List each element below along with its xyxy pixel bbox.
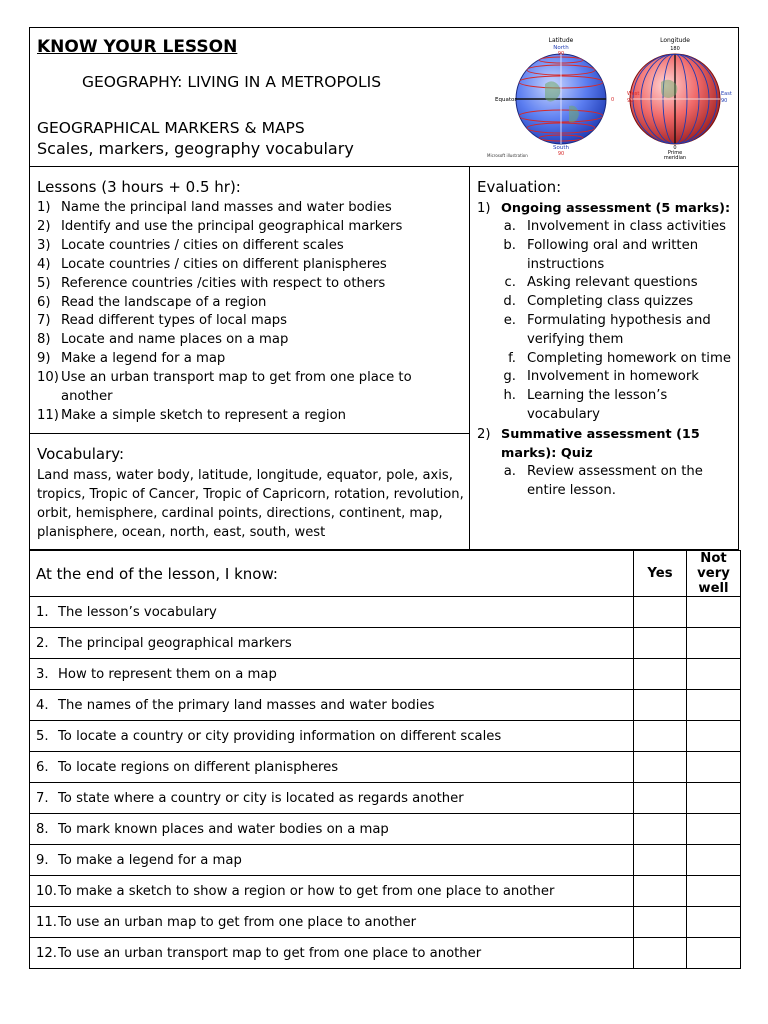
lesson-item <box>37 218 465 237</box>
table-row <box>30 628 741 659</box>
ongoing-assessment-items <box>477 218 734 425</box>
yes-checkbox-cell[interactable] <box>634 938 687 969</box>
assessment-criterion-text: Involvement in class activities <box>527 219 726 234</box>
assessment-criterion-text: Learning the lesson’s vocabulary <box>527 388 668 422</box>
not-very-well-column-label: Not very well <box>697 551 730 596</box>
yes-checkbox-cell[interactable] <box>634 597 687 628</box>
knowledge-statement: The principal geographical markers <box>58 635 292 651</box>
lesson-item-text: Locate countries / cities on different planispheres <box>61 256 387 272</box>
lesson-item-text: Reference countries /cities with respect to others <box>61 275 386 291</box>
assessment-criterion-text: Completing homework on time <box>527 350 731 366</box>
knowledge-statement-cell <box>30 814 634 845</box>
knowledge-statement-cell <box>30 721 634 752</box>
assessment-criterion-letter: h. <box>503 388 516 404</box>
east-degree-label: 90 <box>721 98 728 104</box>
knowledge-statement: The lesson’s vocabulary <box>58 604 217 620</box>
assessment-criterion-letter: c. <box>504 275 516 291</box>
west-label: West <box>627 91 640 97</box>
row-number: 4. <box>36 697 49 713</box>
assessment-criterion <box>477 368 734 387</box>
assessment-criterion <box>477 312 734 350</box>
assessment-criterion <box>477 274 734 293</box>
lessons-list <box>30 199 469 426</box>
lesson-item <box>37 407 465 426</box>
knowledge-statement-cell <box>30 783 634 814</box>
knowledge-statement: To locate regions on different planispheres <box>58 759 339 775</box>
table-row <box>30 690 741 721</box>
lesson-item <box>37 275 465 294</box>
knowledge-statement-cell <box>30 845 634 876</box>
not-very-well-column-header <box>687 551 741 597</box>
longitude-label: Longitude <box>660 37 690 44</box>
not-very-well-checkbox-cell[interactable] <box>687 876 741 907</box>
lesson-item <box>37 237 465 256</box>
assessment-criterion <box>477 293 734 312</box>
yes-checkbox-cell[interactable] <box>634 783 687 814</box>
top-degree-label: 180 <box>670 46 680 52</box>
lesson-item-text: Make a simple sketch to represent a region <box>61 407 347 423</box>
lesson-item <box>37 312 465 331</box>
knowledge-statement-cell <box>30 752 634 783</box>
north-label: North <box>553 45 569 51</box>
table-row <box>30 597 741 628</box>
assessment-criterion-letter: b. <box>503 237 516 253</box>
yes-checkbox-cell[interactable] <box>634 659 687 690</box>
south-degree-label: 90 <box>557 151 565 157</box>
not-very-well-checkbox-cell[interactable] <box>687 628 741 659</box>
self-assessment-table <box>29 550 741 969</box>
worksheet-page <box>29 27 739 969</box>
row-number: 8. <box>36 821 49 837</box>
row-number: 9. <box>36 852 49 868</box>
latitude-label: Latitude <box>548 37 574 44</box>
assessment-criterion-text: Involvement in homework <box>527 369 699 385</box>
not-very-well-checkbox-cell[interactable] <box>687 814 741 845</box>
vocabulary-section <box>30 434 469 549</box>
not-very-well-checkbox-cell[interactable] <box>687 659 741 690</box>
knowledge-statement-cell <box>30 907 634 938</box>
assessment-criterion-letter: d. <box>503 294 516 310</box>
lesson-item-number: 7) <box>37 313 51 329</box>
table-row <box>30 876 741 907</box>
summative-assessment-label: Summative assessment (15 marks): Quiz <box>501 426 700 461</box>
vocabulary-text: Land mass, water body, latitude, longitude, equator, pole, axis, tropics, Tropic of Cancer, Tropic of Capricorn, rotation, revolution, orbit, hemisphere, cardinal points, directions, continent, map, planisphere, ocean, north, east, south, west <box>37 468 464 540</box>
lesson-item-text: Locate and name places on a map <box>61 332 289 348</box>
meridian-label: meridian <box>663 155 687 160</box>
not-very-well-checkbox-cell[interactable] <box>687 597 741 628</box>
yes-column-label: Yes <box>647 566 673 581</box>
assessment-criterion-text: Following oral and written instructions <box>527 237 699 272</box>
table-row <box>30 845 741 876</box>
summative-assessment-items <box>477 463 734 501</box>
lesson-item-number: 9) <box>37 351 51 367</box>
north-degree-label: 90 <box>557 51 565 57</box>
lesson-item-text: Read different types of local maps <box>61 313 288 329</box>
assessment-criterion <box>477 237 734 275</box>
lesson-item <box>37 294 465 313</box>
yes-checkbox-cell[interactable] <box>634 907 687 938</box>
row-number: 2. <box>36 635 49 651</box>
lessons-section <box>30 167 469 434</box>
assessment-criterion-letter: g. <box>503 369 516 385</box>
knowledge-statement: To use an urban map to get from one place to another <box>58 914 417 930</box>
not-very-well-checkbox-cell[interactable] <box>687 721 741 752</box>
assessment-criterion-letter: a. <box>503 463 516 479</box>
row-number: 5. <box>36 728 49 744</box>
lesson-item <box>37 350 465 369</box>
section-title: GEOGRAPHICAL MARKERS & MAPS <box>37 119 305 137</box>
prime-label: Prime <box>667 150 683 156</box>
knowledge-statement-cell <box>30 659 634 690</box>
row-number: 7. <box>36 790 49 806</box>
lesson-item-text: Use an urban transport map to get from one place to another <box>61 370 412 405</box>
latitude-globe <box>487 37 614 158</box>
table-row <box>30 783 741 814</box>
lesson-details-box <box>29 167 739 550</box>
yes-checkbox-cell[interactable] <box>634 721 687 752</box>
assessment-criterion <box>477 350 734 369</box>
equator-degree-label: 0 <box>611 97 615 103</box>
assessment-criterion-letter: a. <box>503 219 516 234</box>
lesson-item <box>37 369 465 407</box>
ongoing-assessment-label: Ongoing assessment (5 marks): <box>501 201 731 216</box>
lesson-item-number: 5) <box>37 275 51 291</box>
document-subtitle: GEOGRAPHY: LIVING IN A METROPOLIS <box>82 73 382 91</box>
assessment-criterion-text: Review assessment on the entire lesson. <box>527 463 703 498</box>
row-number: 6. <box>36 759 49 775</box>
row-number: 11. <box>36 914 57 930</box>
table-header-row <box>30 551 741 597</box>
section-description: Scales, markers, geography vocabulary <box>37 139 354 158</box>
knowledge-statement: To locate a country or city providing information on different scales <box>58 728 502 744</box>
row-number: 3. <box>36 666 49 682</box>
south-label: South <box>553 145 569 151</box>
row-number: 12. <box>36 945 57 961</box>
lesson-item-number: 10) <box>37 370 59 386</box>
knowledge-statement: To mark known places and water bodies on a map <box>58 821 389 837</box>
table-row <box>30 907 741 938</box>
assessment-criterion <box>477 387 734 425</box>
knowledge-statement: To state where a country or city is located as regards another <box>58 790 464 806</box>
assessment-criterion-text: Formulating hypothesis and verifying them <box>527 312 711 347</box>
not-very-well-checkbox-cell[interactable] <box>687 938 741 969</box>
east-label: East <box>721 91 732 97</box>
not-very-well-checkbox-cell[interactable] <box>687 907 741 938</box>
left-column <box>30 167 470 549</box>
yes-checkbox-cell[interactable] <box>634 628 687 659</box>
document-title: KNOW YOUR LESSON <box>37 37 238 57</box>
knowledge-statement: To make a legend for a map <box>58 852 242 868</box>
lesson-item-text: Make a legend for a map <box>61 351 226 367</box>
evaluation-section <box>470 167 740 549</box>
assessment-criterion <box>477 218 734 237</box>
lesson-item-number: 2) <box>37 218 51 234</box>
knowledge-statement-cell <box>30 690 634 721</box>
illustration-credit: Microsoft illustration <box>487 153 528 158</box>
longitude-globe <box>627 37 732 160</box>
table-row <box>30 721 741 752</box>
lesson-item-number: 6) <box>37 294 51 310</box>
lesson-item-text: Name the principal land masses and water bodies <box>61 200 392 215</box>
header-box <box>29 27 739 167</box>
knowledge-statement: The names of the primary land masses and water bodies <box>58 697 435 713</box>
table-row <box>30 752 741 783</box>
lesson-item <box>37 199 465 218</box>
evaluation-list <box>477 199 734 500</box>
knowledge-statement: How to represent them on a map <box>58 666 277 682</box>
assessment-criterion-text: Asking relevant questions <box>527 275 698 291</box>
knowledge-statement-cell <box>30 876 634 907</box>
yes-checkbox-cell[interactable] <box>634 814 687 845</box>
yes-column-header <box>634 551 687 597</box>
lesson-item-text: Locate countries / cities on different scales <box>61 237 344 253</box>
lessons-title: Lessons (3 hours + 0.5 hr): <box>37 178 241 196</box>
lesson-item-number: 8) <box>37 332 51 348</box>
assessment-criterion-text: Completing class quizzes <box>527 294 694 310</box>
evaluation-title: Evaluation: <box>477 178 562 196</box>
knowledge-statement: To make a sketch to show a region or how to get from one place to another <box>58 883 555 899</box>
lesson-item-text: Read the landscape of a region <box>61 294 267 310</box>
table-heading-cell <box>30 551 634 597</box>
yes-checkbox-cell[interactable] <box>634 752 687 783</box>
not-very-well-checkbox-cell[interactable] <box>687 783 741 814</box>
knowledge-statement-cell <box>30 628 634 659</box>
ongoing-assessment-heading <box>477 199 734 218</box>
not-very-well-checkbox-cell[interactable] <box>687 690 741 721</box>
row-number: 10. <box>36 883 57 899</box>
assessment-criterion <box>477 463 734 501</box>
lesson-item <box>37 331 465 350</box>
table-row <box>30 938 741 969</box>
west-degree-label: 90 <box>627 98 634 104</box>
yes-checkbox-cell[interactable] <box>634 845 687 876</box>
lesson-item <box>37 256 465 275</box>
yes-checkbox-cell[interactable] <box>634 690 687 721</box>
summative-assessment-number: 2) <box>477 426 491 442</box>
knowledge-statement: To use an urban transport map to get from one place to another <box>58 945 482 961</box>
knowledge-statement-cell <box>30 938 634 969</box>
summative-assessment-heading <box>477 425 734 463</box>
yes-checkbox-cell[interactable] <box>634 876 687 907</box>
row-number: 1. <box>36 604 49 620</box>
knowledge-statement-cell <box>30 597 634 628</box>
lesson-item-number: 4) <box>37 256 51 272</box>
assessment-criterion-letter: f. <box>508 350 516 366</box>
table-heading: At the end of the lesson, I know: <box>36 564 278 583</box>
table-row <box>30 814 741 845</box>
lesson-item-number: 1) <box>37 200 51 215</box>
ongoing-assessment-number: 1) <box>477 201 491 216</box>
not-very-well-checkbox-cell[interactable] <box>687 845 741 876</box>
bottom-degree-label: 0 <box>673 145 677 151</box>
lesson-item-number: 11) <box>37 407 59 423</box>
lesson-item-text: Identify and use the principal geographical markers <box>61 218 403 234</box>
globes-illustration <box>485 32 737 160</box>
assessment-criterion-letter: e. <box>503 312 516 328</box>
vocabulary-title: Vocabulary: <box>37 445 125 463</box>
equator-label: Equator <box>495 97 517 103</box>
not-very-well-checkbox-cell[interactable] <box>687 752 741 783</box>
table-row <box>30 659 741 690</box>
lesson-item-number: 3) <box>37 237 51 253</box>
